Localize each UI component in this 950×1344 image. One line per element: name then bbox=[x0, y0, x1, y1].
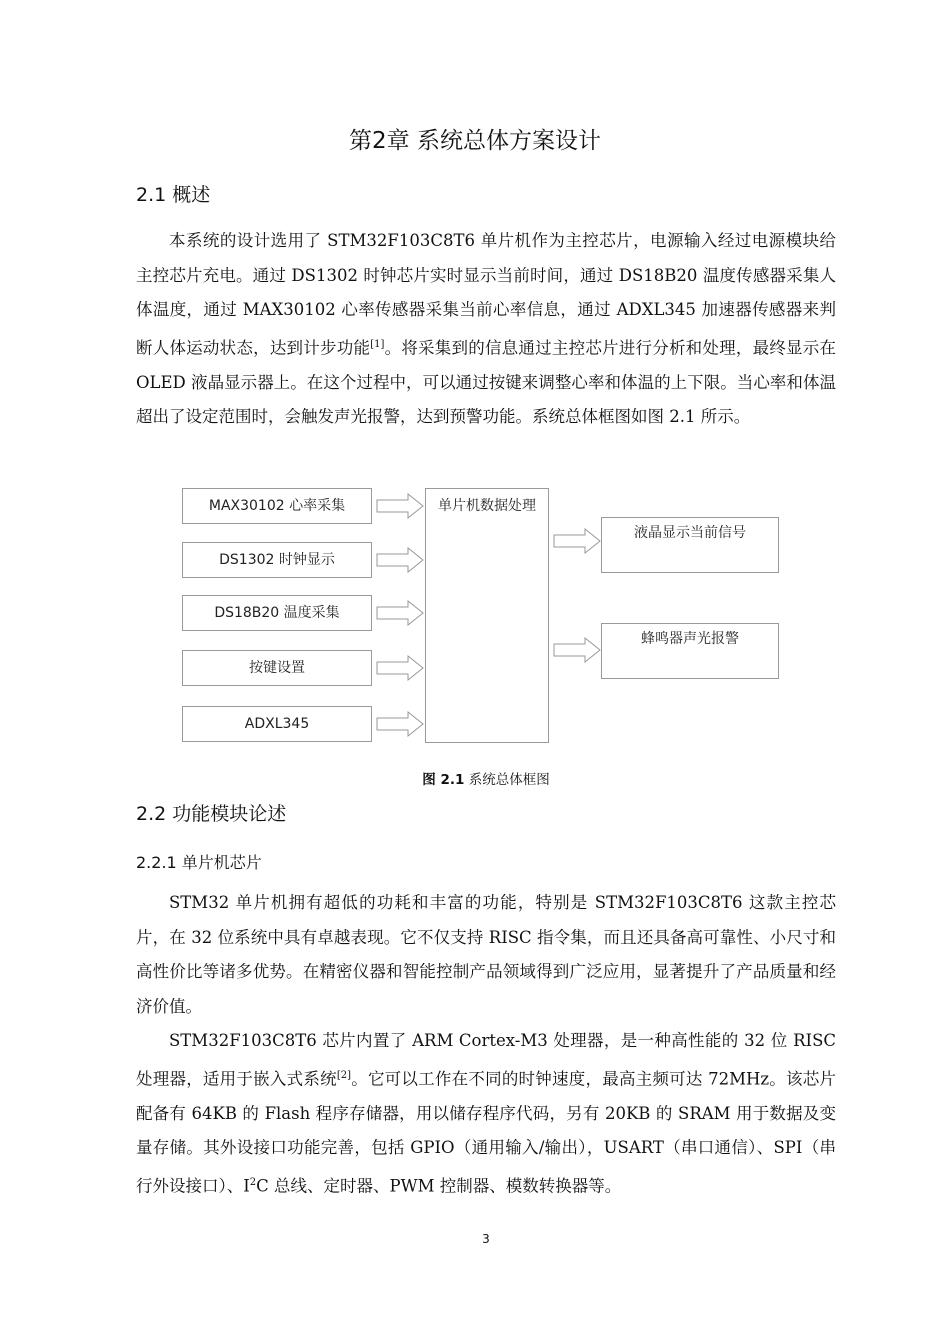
input-box-ds1302: DS1302 时钟显示 bbox=[182, 542, 372, 578]
subsection-heading-2-2-1: 2.2.1 单片机芯片 bbox=[136, 853, 262, 872]
input-box-keys: 按键设置 bbox=[182, 650, 372, 686]
mcu-paragraph-2-part1: STM32F103C8T6 芯片内置了 ARM Cortex-M3 处理器，是一种高性能的 32 位 RISC 处理器，适用于嵌入式系统 bbox=[136, 1031, 836, 1089]
section-heading-2-2: 2.2 功能模块论述 bbox=[136, 803, 287, 825]
arrow-right-icon bbox=[376, 655, 424, 681]
figure-caption bbox=[0, 768, 950, 788]
chapter-title: 第2章 系统总体方案设计 bbox=[349, 128, 601, 154]
overview-text-part1: 本系统的设计选用了 STM32F103C8T6 单片机作为主控芯片，电源输入经过电源模块给主控芯片充电。通过 DS1302 时钟芯片实时显示当前时间，通过 DS18B20 温度传感器采集人体温度，通过 MAX30102 心率传感器采集当前心率信息，通过 ADXL345 加速器传感器来判断人体运动状态，达到计步功能 bbox=[136, 231, 836, 358]
input-box-max30102: MAX30102 心率采集 bbox=[182, 488, 372, 524]
arrow-right-icon bbox=[376, 493, 424, 519]
arrow-right-icon bbox=[376, 547, 424, 573]
input-box-adxl345: ADXL345 bbox=[182, 706, 372, 742]
arrow-right-icon bbox=[376, 600, 424, 626]
mcu-paragraph-1: STM32 单片机拥有超低的功耗和丰富的功能，特别是 STM32F103C8T6 这款主控芯片，在 32 位系统中具有卓越表现。它不仅支持 RISC 指令集，而且还具备高可靠性、小尺寸和高性价比等诸多优势。在精密仪器和智能控制产品领域得到广泛应用，显著提升了产品质量和经济价值。 bbox=[136, 893, 836, 1016]
overview-text-part2: 。将采集到的信息通过主控芯片进行分析和处理，最终显示在 OLED 液晶显示器上。在这个过程中，可以通过按键来调整心率和体温的上下限。当心率和体温超出了设定范围时，会触发声光报警，达到预警功能。系统总体框图如图 2.1 所示。 bbox=[136, 338, 837, 427]
processor-box: 单片机数据处理 bbox=[425, 488, 549, 743]
figure-caption-text: 系统总体框图 bbox=[464, 772, 550, 788]
page-number: 3 bbox=[482, 1232, 490, 1246]
output-box-buzzer: 蜂鸣器声光报警 bbox=[601, 623, 779, 679]
citation-ref-2: [2] bbox=[336, 1069, 351, 1081]
section-heading-2-1: 2.1 概述 bbox=[136, 184, 211, 206]
arrow-right-icon bbox=[553, 528, 601, 554]
arrow-right-icon bbox=[553, 637, 601, 663]
superscript-two: 2 bbox=[249, 1176, 257, 1188]
mcu-paragraph-2-part3: C 总线、定时器、PWM 控制器、模数转换器等。 bbox=[256, 1176, 622, 1196]
input-box-ds18b20: DS18B20 温度采集 bbox=[182, 595, 372, 631]
output-box-lcd: 液晶显示当前信号 bbox=[601, 517, 779, 573]
overview-paragraph bbox=[136, 224, 836, 435]
citation-ref-1: [1] bbox=[370, 338, 385, 350]
mcu-paragraph-2-part2: 。它可以工作在不同的时钟速度，最高主频可达 72MHz。该芯片配备有 64KB 的 Flash 程序存储器，用以储存程序代码，另有 20KB 的 SRAM 用于数据及变量存储。其外设接口功能完善，包括 GPIO（通用输入/输出），USART（串口通信）、SPI（串行外设接口）、I bbox=[136, 1069, 837, 1196]
figure-caption-label: 图 2.1 bbox=[422, 772, 465, 788]
arrow-right-icon bbox=[376, 711, 424, 737]
mcu-paragraph-2 bbox=[136, 1024, 836, 1204]
